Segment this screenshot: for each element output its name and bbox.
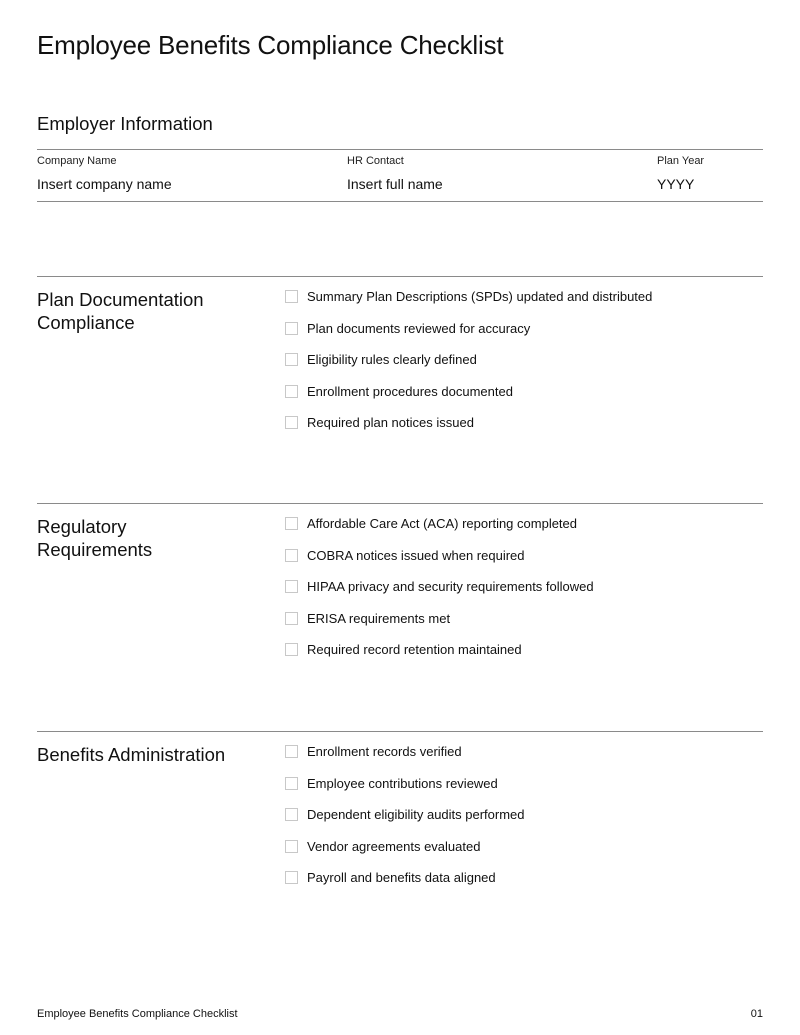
checkbox[interactable] <box>285 517 298 530</box>
section-heading: Benefits Administration <box>37 744 226 765</box>
divider <box>37 503 763 504</box>
hr-contact-field[interactable]: Insert full name <box>347 176 443 192</box>
checklist <box>285 516 594 674</box>
checklist-item[interactable] <box>285 579 594 611</box>
plan-year-label: Plan Year <box>657 155 705 167</box>
checkbox[interactable] <box>285 643 298 656</box>
page-title: Employee Benefits Compliance Checklist <box>37 30 504 60</box>
divider <box>37 276 763 277</box>
checklist-item-label: Summary Plan Descriptions (SPDs) updated and distributed <box>307 289 653 304</box>
checklist-item[interactable] <box>285 642 594 674</box>
plan-year-field[interactable]: YYYY <box>657 176 695 192</box>
checkbox[interactable] <box>285 777 298 790</box>
checklist-item-label: Vendor agreements evaluated <box>307 838 481 854</box>
divider <box>37 201 763 202</box>
checkbox[interactable] <box>285 871 298 884</box>
hr-contact-label: HR Contact <box>347 155 404 167</box>
checklist-item[interactable] <box>285 744 525 776</box>
checklist-item[interactable] <box>285 516 594 548</box>
checklist-item-label: COBRA notices issued when required <box>307 547 525 563</box>
checklist-item-label: Enrollment records verified <box>307 744 462 759</box>
checklist-item[interactable] <box>285 807 525 839</box>
section-heading: Plan Documentation Compliance <box>37 289 204 333</box>
checklist <box>285 744 525 902</box>
checkbox[interactable] <box>285 840 298 853</box>
checklist-item-label: Eligibility rules clearly defined <box>307 352 477 367</box>
checklist-item-label: Required plan notices issued <box>307 415 474 430</box>
checkbox[interactable] <box>285 353 298 366</box>
checkbox[interactable] <box>285 612 298 625</box>
checklist-item-label: Plan documents reviewed for accuracy <box>307 320 531 336</box>
checklist-item-label: Required record retention maintained <box>307 642 522 657</box>
checklist-item[interactable] <box>285 839 525 871</box>
checklist-item-label: Payroll and benefits data aligned <box>307 870 496 885</box>
checkbox[interactable] <box>285 416 298 429</box>
footer-title: Employee Benefits Compliance Checklist <box>37 1008 238 1020</box>
checkbox[interactable] <box>285 322 298 335</box>
checklist-item-label: HIPAA privacy and security requirements followed <box>307 579 594 594</box>
checkbox[interactable] <box>285 580 298 593</box>
checklist-item[interactable] <box>285 321 652 353</box>
checkbox[interactable] <box>285 385 298 398</box>
checklist-item[interactable] <box>285 548 594 580</box>
checklist <box>285 289 652 447</box>
checklist-item-label: Employee contributions reviewed <box>307 775 498 791</box>
checklist-item[interactable] <box>285 384 652 416</box>
checklist-item[interactable] <box>285 776 525 808</box>
checkbox[interactable] <box>285 290 298 303</box>
divider <box>37 731 763 732</box>
checkbox[interactable] <box>285 808 298 821</box>
checklist-item-label: Enrollment procedures documented <box>307 383 513 399</box>
checklist-item[interactable] <box>285 289 652 321</box>
checklist-item[interactable] <box>285 415 652 447</box>
checklist-item-label: Dependent eligibility audits performed <box>307 807 525 822</box>
section-heading: Regulatory Requirements <box>37 516 153 560</box>
divider <box>37 149 763 150</box>
checklist-item-label: ERISA requirements met <box>307 610 451 626</box>
company-name-field[interactable]: Insert company name <box>37 176 172 192</box>
checklist-item[interactable] <box>285 870 525 902</box>
checklist-item-label: Affordable Care Act (ACA) reporting completed <box>307 516 578 531</box>
company-name-label: Company Name <box>37 155 117 167</box>
checklist-item[interactable] <box>285 352 652 384</box>
page-number: 01 <box>750 1008 763 1020</box>
employer-info-heading: Employer Information <box>37 113 213 134</box>
checklist-item[interactable] <box>285 611 594 643</box>
checkbox[interactable] <box>285 549 298 562</box>
checkbox[interactable] <box>285 745 298 758</box>
